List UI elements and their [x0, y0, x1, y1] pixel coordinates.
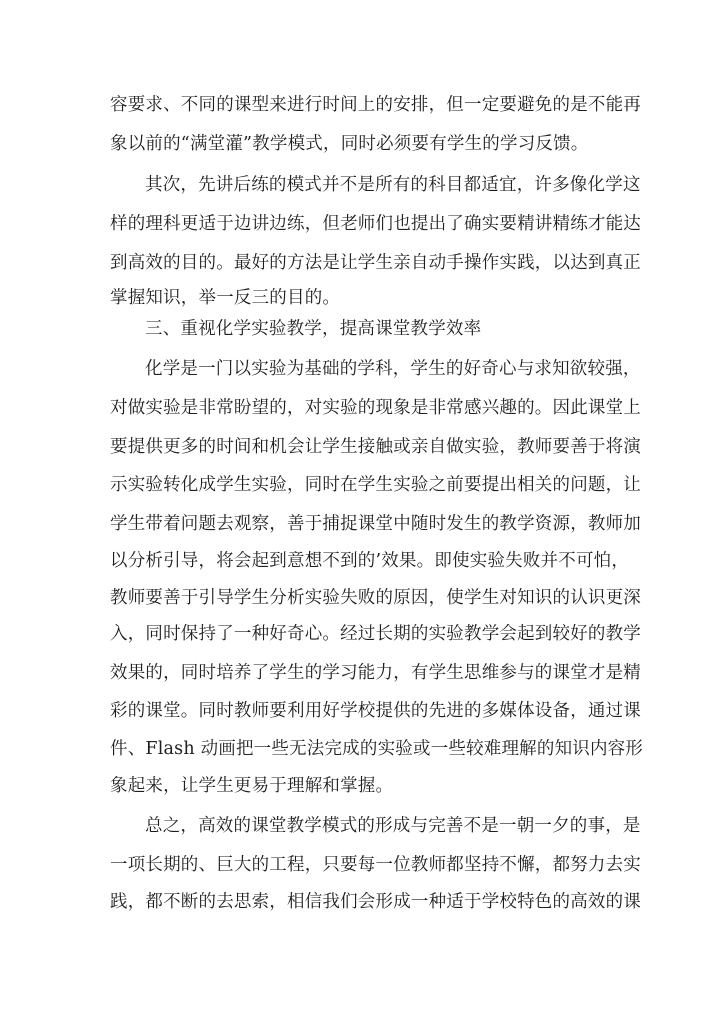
section-heading: 三、重视化学实验教学，提高课堂教学效率	[145, 319, 482, 339]
text-line: 践，都不断的去思索，相信我们会形成一种适于学校特色的高效的课	[110, 892, 641, 912]
text-line: 教师要善于引导学生分析实验失败的原因，使学生对知识的认识更深	[110, 588, 641, 608]
text-line: 样的理科更适于边讲边练，但老师们也提出了确实要精讲精练才能达	[110, 214, 641, 234]
text-line: 以分析引导，将会起到意想不到的’效果。即使实验失败并不可怕，	[110, 551, 630, 571]
paragraph-first-line: 化学是一门以实验为基础的学科，学生的好奇心与求知欲较强，	[145, 359, 641, 379]
text-line: 效果的，同时培养了学生的学习能力，有学生思维参与的课堂才是精	[110, 663, 641, 683]
text-line: 要提供更多的时间和机会让学生接触或亲自做实验，教师要善于将演	[110, 437, 641, 457]
paragraph-first-line: 总之，高效的课堂教学模式的形成与完善不是一朝一夕的事，是	[145, 816, 641, 836]
text-line: 示实验转化成学生实验，同时在学生实验之前要提出相关的问题，让	[110, 475, 641, 495]
text-line: 件、Flash 动画把一些无法完成的实验或一些较难理解的知识内容形	[110, 739, 644, 759]
text-line: 入，同时保持了一种好奇心。经过长期的实验教学会起到较好的教学	[110, 624, 641, 644]
text-line: 学生带着问题去观察，善于捕捉课堂中随时发生的教学资源，教师加	[110, 514, 641, 534]
text-line: 到高效的目的。最好的方法是让学生亲自动手操作实践，以达到真正	[110, 253, 641, 273]
text-line: 一项长期的、巨大的工程，只要每一位教师都坚持不懈，都努力去实	[110, 855, 641, 875]
text-line: 象起来，让学生更易于理解和掌握。	[110, 776, 394, 796]
text-line: 掌握知识，举一反三的目的。	[110, 288, 341, 308]
text-line: 彩的课堂。同时教师要利用好学校提供的先进的多媒体设备，通过课	[110, 701, 641, 721]
text-line: 对做实验是非常盼望的，对实验的现象是非常感兴趣的。因此课堂上	[110, 398, 641, 418]
text-line: 象以前的“满堂灌”教学模式，同时必须要有学生的学习反馈。	[110, 134, 589, 154]
paragraph-first-line: 其次，先讲后练的模式并不是所有的科目都适宜，许多像化学这	[145, 175, 641, 195]
text-line: 容要求、不同的课型来进行时间上的安排，但一定要避免的是不能再	[110, 95, 641, 115]
